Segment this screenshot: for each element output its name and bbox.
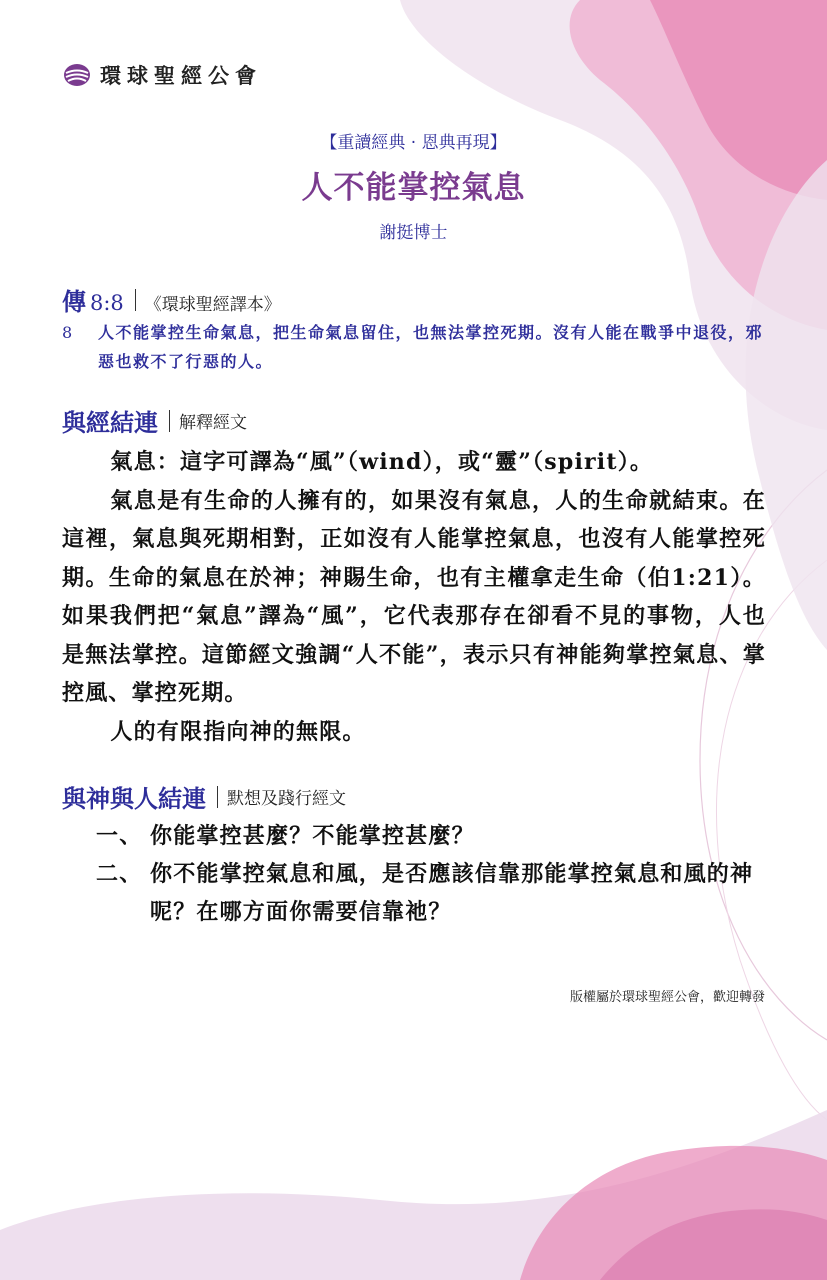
verse-number: 8 [62, 323, 73, 342]
section-heading-explain [62, 403, 247, 438]
page-title: 人不能掌控氣息 [301, 170, 526, 206]
scripture-chapter-verse: 8:8 [90, 291, 124, 315]
verse-text: 人不能掌控生命氣息，把生命氣息留住，也無法掌控死期。沒有人能在戰爭中退役，邪惡也救不了行惡的人。 [98, 323, 764, 371]
series-label: 【重讀經典 · 恩典再現】 [320, 133, 507, 153]
scripture-book: 傳 [62, 287, 86, 316]
author-name: 謝挺博士 [379, 223, 448, 243]
divider [217, 786, 218, 808]
section-heading-apply [62, 779, 346, 814]
question-number: 一、 [96, 823, 143, 849]
copyright-notice: 版權屬於環球聖經公會，歡迎轉發 [569, 990, 765, 1005]
section-title: 與神與人結連 [62, 784, 206, 813]
scripture-reference [62, 282, 281, 317]
scripture-verse [62, 318, 766, 376]
organization-name: 環球聖經公會 [100, 64, 262, 88]
scripture-version: 《環球聖經譯本》 [144, 295, 281, 315]
section-subtitle: 默想及踐行經文 [227, 789, 346, 809]
section-title: 與經結連 [62, 408, 158, 437]
paragraph: 氣息是有生命的人擁有的，如果沒有氣息，人的生命就結束。在這裡，氣息與死期相對，正如沒有人能掌控氣息，也沒有人能掌控死期。生命的氣息在於神；神賜生命，也有主權拿走生命（伯1:21）。如果我們把“氣息”譯為“風”，它代表那存在卻看不見的事物，人也是無法掌控。這節經文強調“人不能”，表示只有神能夠掌控氣息、掌控風、掌控死期。 [62, 487, 766, 706]
organization-logo [62, 60, 262, 90]
list-item [96, 855, 766, 931]
paragraph: 氣息：這字可譯為“風”（wind），或“靈”（spirit）。 [110, 449, 654, 475]
divider [169, 410, 170, 432]
list-item [96, 817, 766, 855]
bible-society-logo-icon [62, 60, 92, 90]
question-text: 你不能掌控氣息和風，是否應該信靠那能掌控氣息和風的神呢？在哪方面你需要信靠祂？ [150, 861, 754, 925]
divider [135, 289, 136, 311]
section-subtitle: 解釋經文 [179, 413, 247, 433]
paragraph: 人的有限指向神的無限。 [110, 718, 366, 745]
question-text: 你能掌控甚麼？不能掌控甚麼？ [150, 823, 475, 849]
reflection-questions [96, 817, 766, 931]
explanation-body [62, 443, 766, 751]
question-number: 二、 [96, 861, 143, 887]
